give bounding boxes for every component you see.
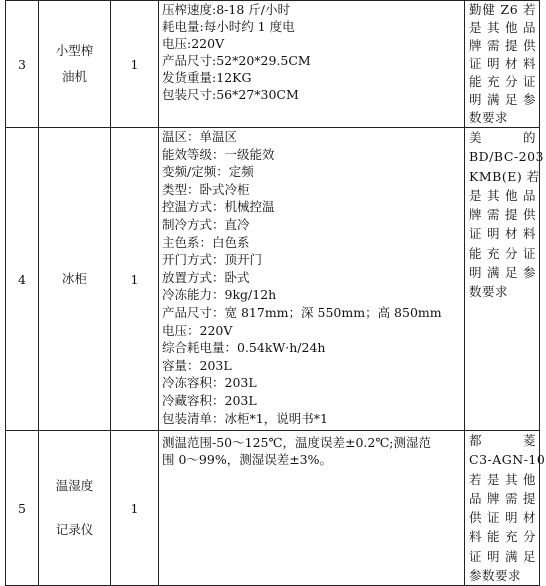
spec-line: 能效等级：一级能效: [162, 146, 275, 162]
item-name: [39, 431, 111, 586]
spec-line: 冷冻能力：9kg/12h: [162, 287, 277, 303]
spec-line: 开门方式：顶开门: [162, 252, 263, 268]
item-name: [39, 128, 111, 431]
spec-line: 电压:220V: [162, 36, 225, 51]
spec-line: 压榨速度:8-18 斤/小时: [162, 2, 290, 17]
brand-line: 证明材料: [469, 226, 536, 242]
item-name-line: 记录仪: [55, 522, 94, 538]
item-specification: [159, 128, 465, 431]
spec-line: 测温范围-50～125℃，温度误差±0.2℃;测湿范: [162, 435, 432, 450]
item-number: 4: [6, 128, 39, 431]
brand-line: 是其他品: [469, 20, 536, 35]
item-brand-note: [465, 1, 540, 128]
brand-line: BD/BC-203: [469, 149, 544, 165]
spec-line: 放置方式：卧式: [162, 269, 250, 285]
spec-line: 主色系：白色系: [162, 234, 250, 250]
spec-line: 变频/定频：定频: [162, 164, 254, 180]
brand-line: 明满足参: [469, 265, 536, 281]
item-name-line: 小型榨: [55, 43, 94, 58]
spec-line: 综合耗电量：0.54kW·h/24h: [162, 340, 326, 356]
item-quantity: 1: [111, 128, 159, 431]
brand-line: 证明材料: [469, 56, 536, 71]
brand-line: 证明满足: [469, 548, 536, 564]
spec-line: 耗电量:每小时约 1 度电: [162, 19, 295, 34]
item-brand-note: [465, 128, 544, 431]
spec-line: 温区：单温区: [162, 129, 238, 144]
spec-line: 产品尺寸：宽 817mm；深 550mm；高 850mm: [162, 304, 442, 320]
brand-line: 参数要求: [469, 568, 522, 584]
item-name-line: 油机: [61, 69, 87, 84]
spec-line: 类型：卧式冷柜: [162, 181, 250, 197]
brand-line: 品牌需提: [469, 490, 536, 506]
brand-line: 牌需提供: [469, 207, 536, 223]
brand-line: 供证明材: [469, 510, 536, 526]
item-name: [39, 1, 111, 128]
item-specification: [159, 1, 465, 128]
spec-line: 冷藏容积：203L: [162, 392, 257, 408]
brand-line: 勤健 Z6 若: [469, 2, 536, 17]
brand-line: C3-AGN-10: [469, 452, 546, 468]
spec-line: 包装尺寸:56*27*30CM: [162, 87, 299, 102]
item-name-line: 冰柜: [61, 271, 87, 286]
item-name-line: 温湿度: [55, 478, 94, 494]
brand-line: 美的: [469, 130, 536, 145]
brand-line: 能充分证: [469, 245, 536, 261]
brand-line: 数要求: [469, 110, 509, 125]
brand-line: 能充分证: [469, 74, 536, 89]
item-specification: [159, 431, 465, 586]
item-brand-note: [465, 431, 546, 586]
item-number: 3: [6, 1, 39, 128]
brand-line: KMB(E) 若: [469, 168, 540, 184]
brand-line: 是其他品: [469, 187, 536, 203]
item-quantity: 1: [111, 431, 159, 586]
table-row: [6, 1, 540, 128]
spec-line: 电压：220V: [162, 322, 233, 338]
item-quantity: 1: [111, 1, 159, 128]
spec-line: 产品尺寸:52*20*29.5CM: [162, 53, 311, 68]
brand-line: 料能充分: [469, 529, 536, 545]
brand-line: 明满足参: [469, 92, 536, 107]
brand-line: 数要求: [469, 284, 509, 300]
brand-line: 牌需提供: [469, 38, 536, 53]
spec-line: 冷冻容积：203L: [162, 375, 257, 391]
brand-line: 若是其他: [469, 471, 536, 487]
spec-line: 制冷方式：直冷: [162, 216, 250, 232]
brand-line: 都菱: [469, 433, 536, 448]
equipment-spec-table: [5, 0, 546, 586]
item-number: 5: [6, 431, 39, 586]
spec-line: 发货重量:12KG: [162, 70, 252, 85]
spec-line: 围 0～99%，测湿误差±3%。: [162, 452, 333, 467]
table-row: [6, 431, 540, 586]
spec-line: 包装清单：冰柜*1，说明书*1: [162, 410, 328, 426]
spec-line: 容量：203L: [162, 357, 232, 373]
table-row: [6, 128, 540, 431]
spec-line: 控温方式：机械控温: [162, 199, 275, 215]
